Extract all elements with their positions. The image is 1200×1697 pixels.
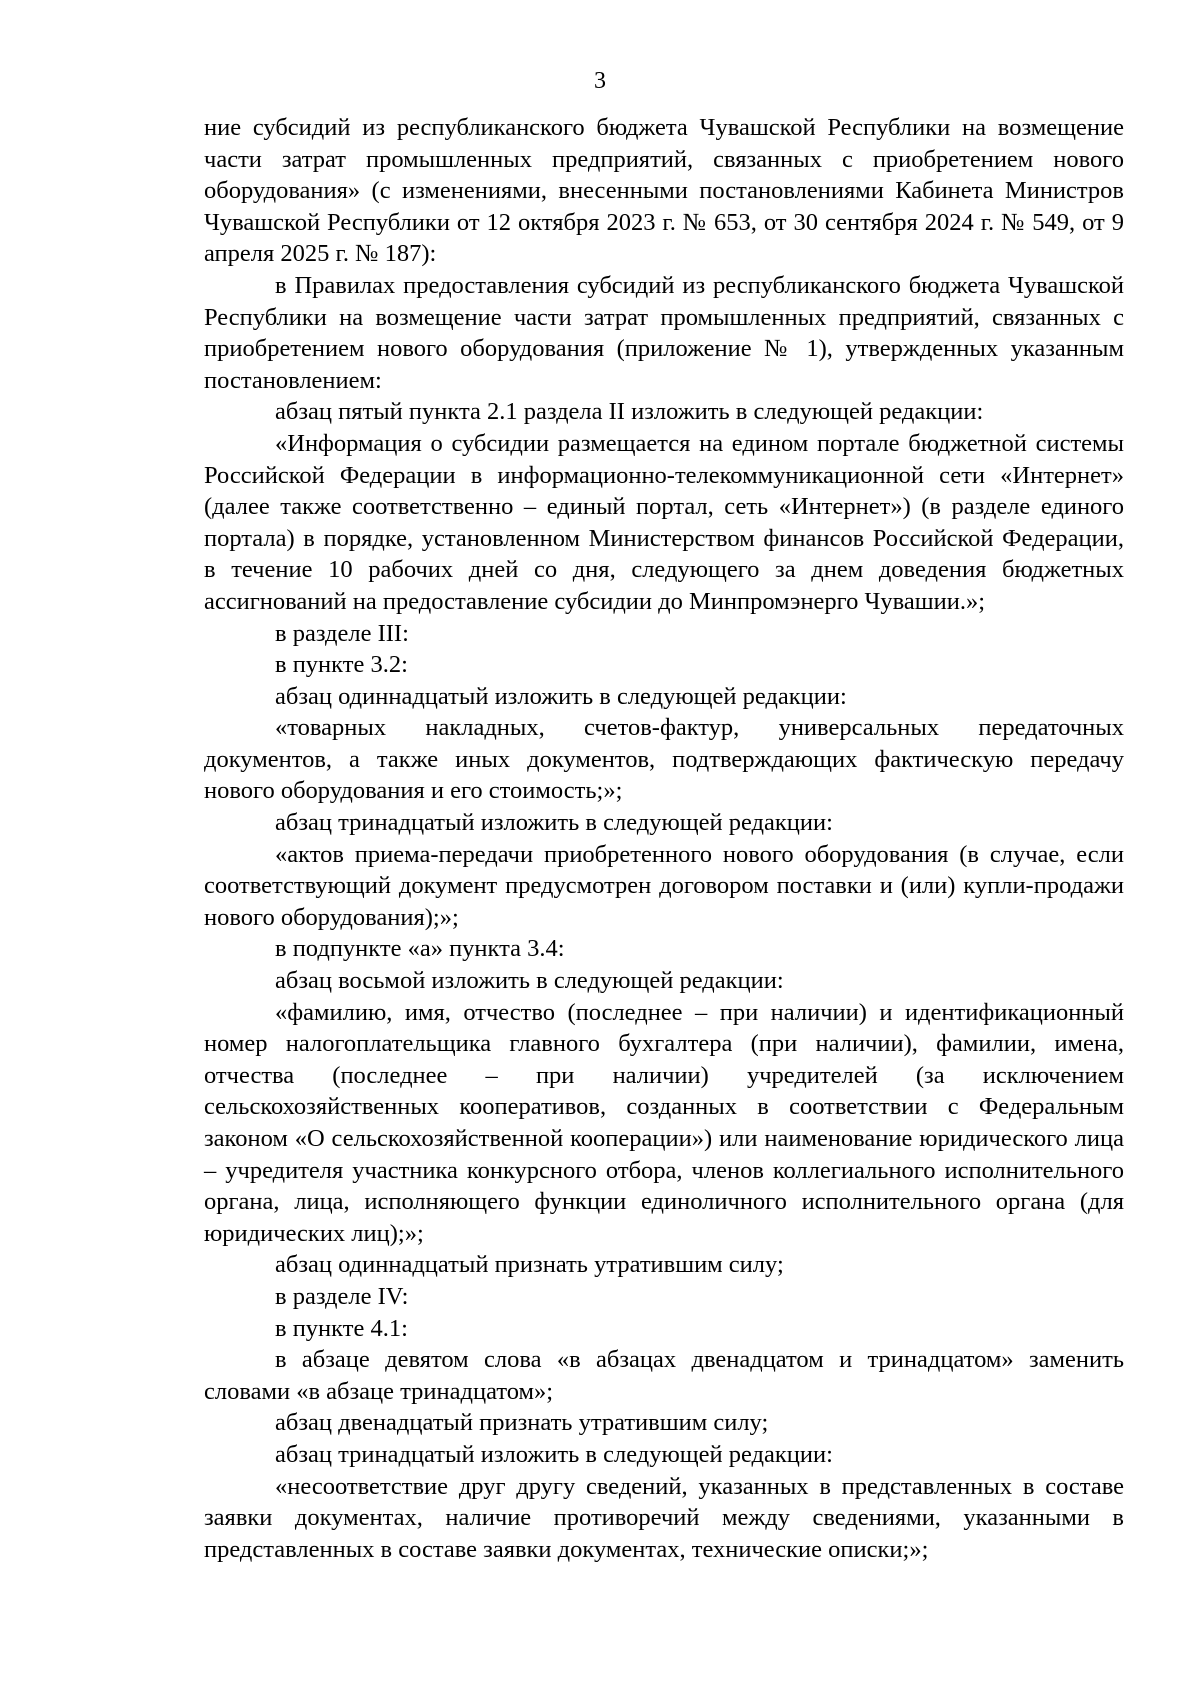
paragraph: абзац восьмой изложить в следующей редакции: [275,967,784,995]
paragraph: в разделе IV: [275,1282,409,1310]
paragraph: «фамилию, имя, отчество (последнее – при наличии) и идентификационный номер налогоплательщика главного бухгалтера (при наличии), фамилии, имена, отчества (последнее – при наличии) учредителей (за исключением сельскохозяйственных кооперативов, созданных в соответствии с Федеральным законом «О сельскохозяйственной кооперации») или наименование юридического лица – учредителя участника конкурсного отбора, членов коллегиального исполнительного органа, лица, исполняющего функции единоличного исполнительного органа (для юридических лиц);»; [204,998,1124,1247]
paragraph: «несоответствие друг другу сведений, указанных в представленных в составе заявки документах, наличие противоречий между сведениями, указанными в представленных в составе заявки документах, технические описки;»; [204,1472,1124,1563]
paragraph: в пункте 3.2: [275,651,408,679]
paragraph: абзац двенадцатый признать утратившим силу; [275,1409,769,1437]
paragraph: абзац тринадцатый изложить в следующей редакции: [275,1440,833,1468]
paragraph: «актов приема-передачи приобретенного нового оборудования (в случае, если соответствующий документ предусмотрен договором поставки и (или) купли-продажи нового оборудования);»; [204,840,1124,931]
document-body [204,112,1124,1565]
paragraph: в подпункте «а» пункта 3.4: [275,935,565,963]
paragraph: абзац одиннадцатый признать утратившим силу; [275,1251,784,1279]
paragraph: в пункте 4.1: [275,1314,408,1342]
paragraph: в разделе III: [275,619,409,647]
paragraph: в абзаце девятом слова «в абзацах двенадцатом и тринадцатом» заменить словами «в абзаце тринадцатом»; [204,1346,1124,1405]
page-number: 3 [594,68,606,94]
paragraph: абзац одиннадцатый изложить в следующей редакции: [275,682,847,710]
paragraph: ние субсидий из республиканского бюджета Чувашской Республики на возмещение части затрат промышленных предприятий, связанных с приобретением нового оборудования» (с изменениями, внесенными постановлениями Кабинета Министров Чувашской Республики от 12 октября 2023 г. № 653, от 30 сентября 2024 г. № 549, от 9 апреля 2025 г. № 187): [204,114,1124,268]
paragraph: абзац тринадцатый изложить в следующей редакции: [275,809,833,837]
paragraph: «товарных накладных, счетов-фактур, универсальных передаточных документов, а также иных документов, подтверждающих фактическую передачу нового оборудования и его стоимость;»; [204,714,1124,805]
paragraph: в Правилах предоставления субсидий из республиканского бюджета Чувашской Республики на возмещение части затрат промышленных предприятий, связанных с приобретением нового оборудования (приложение № 1), утвержденных указанным постановлением: [204,271,1124,394]
paragraph: абзац пятый пункта 2.1 раздела II изложить в следующей редакции: [275,398,984,426]
paragraph: «Информация о субсидии размещается на едином портале бюджетной системы Российской Федерации в информационно-телекоммуникационной сети «Интернет» (далее также соответственно – единый портал, сеть «Интернет») (в разделе единого портала) в порядке, установленном Министерством финансов Российской Федерации, в течение 10 рабочих дней со дня, следующего за днем доведения бюджетных ассигнований на предоставление субсидии до Минпромэнерго Чувашии.»; [204,429,1124,615]
